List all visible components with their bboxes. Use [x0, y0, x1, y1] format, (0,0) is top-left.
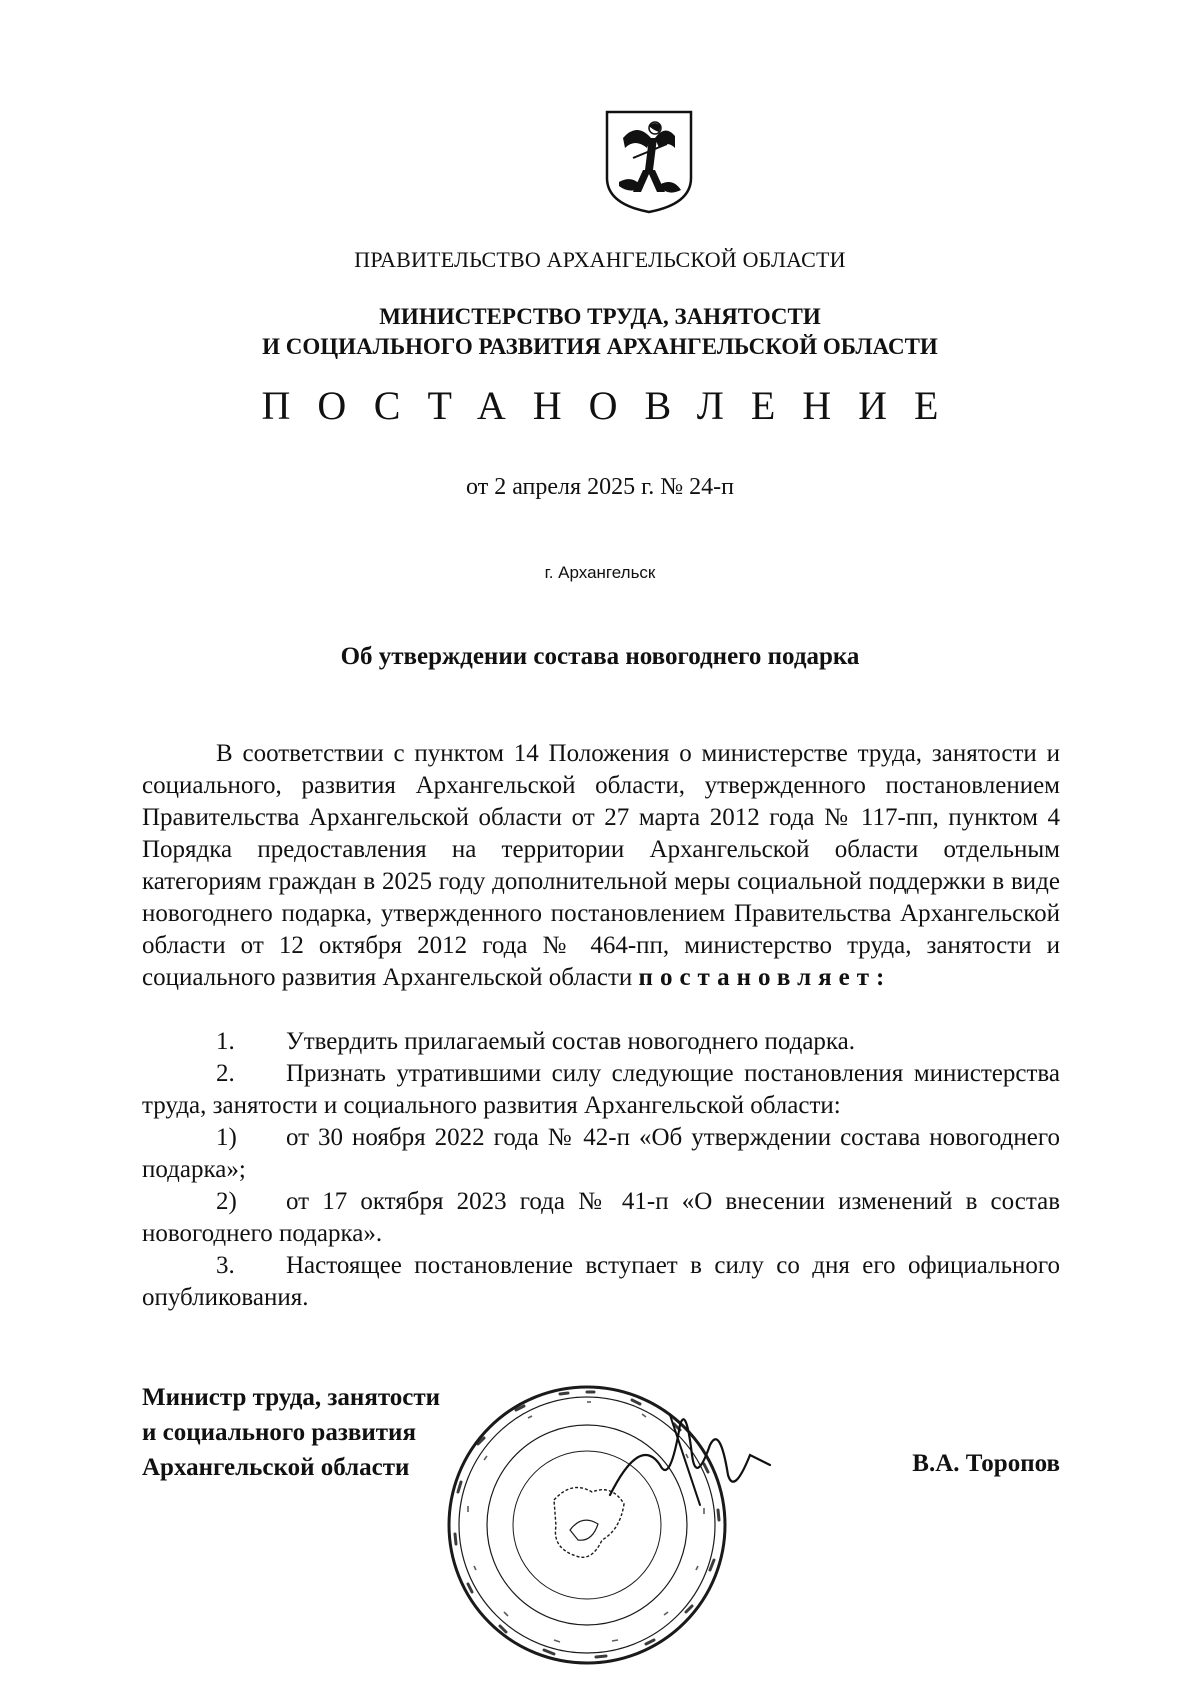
- item-number: 1): [216, 1124, 237, 1151]
- signatory-position-line1: Министр труда, занятости: [142, 1384, 441, 1411]
- intro-paragraph: [142, 738, 1060, 994]
- item-text: Настоящее постановление вступает в силу со дня его официального опубликования.: [142, 1252, 1060, 1311]
- coat-of-arms-icon: [603, 108, 695, 216]
- item-number: 2): [216, 1188, 237, 1215]
- list-item: [142, 1058, 1060, 1122]
- signatory-position-line2: и социального развития: [142, 1419, 416, 1446]
- document-heading: Об утверждении состава новогоднего подарка: [340, 643, 860, 670]
- ministry-title-line1: МИНИСТЕРСТВО ТРУДА, ЗАНЯТОСТИ: [379, 304, 821, 329]
- item-number: 3.: [216, 1252, 235, 1279]
- intro-text: В соответствии с пунктом 14 Положения о министерстве труда, занятости и социального, развития Архангельской области, утвержденного постановлением Правительства Архангельской области от 27 марта 2012 года № 117-пп, пунктом 4 Порядка предоставления на территории Архангельской области отдельным категориям граждан в 2025 году дополнительной меры социальной поддержки в виде новогоднего подарка, утвержденного постановлением Правительства Архангельской области от 12 октября 2012 года № 464-пп, министерство труда, занятости и социального развития Архангельской области: [142, 740, 1060, 991]
- item-number: 1.: [216, 1028, 235, 1055]
- signatory-name: В.А. Торопов: [912, 1450, 1060, 1477]
- item-text: от 17 октября 2023 года № 41-п «О внесении изменений в состав новогоднего подарка».: [142, 1188, 1060, 1247]
- list-item: [142, 1250, 1060, 1314]
- signatory-position-line3: Архангельской области: [142, 1454, 410, 1481]
- resolves-word: постановляет:: [638, 964, 892, 991]
- ministry-title-line2: И СОЦИАЛЬНОГО РАЗВИТИЯ АРХАНГЕЛЬСКОЙ ОБЛАСТИ: [262, 334, 938, 359]
- list-item: [142, 1122, 1060, 1186]
- ministry-title: [0, 302, 1200, 362]
- item-number: 2.: [216, 1060, 235, 1087]
- list-item: [142, 1186, 1060, 1250]
- document-type: ПОСТАНОВЛЕНИЕ: [261, 383, 966, 428]
- list-item: [142, 1026, 1060, 1058]
- document-city: г. Архангельск: [544, 563, 656, 582]
- item-text: Утвердить прилагаемый состав новогоднего подарка.: [286, 1028, 856, 1055]
- government-title: ПРАВИТЕЛЬСТВО АРХАНГЕЛЬСКОЙ ОБЛАСТИ: [354, 247, 846, 272]
- resolution-items: [142, 1026, 1060, 1314]
- handwritten-signature-icon: [600, 1395, 780, 1515]
- signatory-position: [142, 1380, 440, 1485]
- item-text: от 30 ноября 2022 года № 42-п «Об утверждении состава новогоднего подарка»;: [142, 1124, 1060, 1183]
- document-date-number: от 2 апреля 2025 г. № 24-п: [466, 474, 734, 500]
- item-text: Признать утратившими силу следующие постановления министерства труда, занятости и социального развития Архангельской области:: [142, 1060, 1060, 1119]
